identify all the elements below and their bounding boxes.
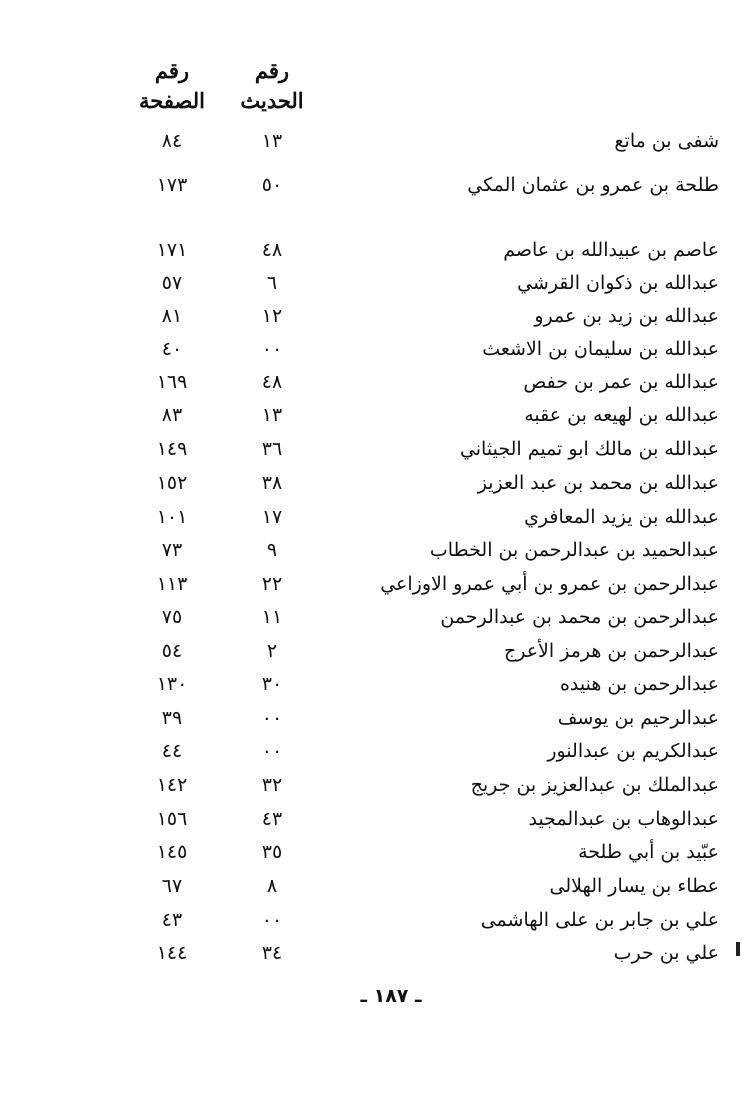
index-row [0, 835, 743, 869]
hadith-number: ٨ [266, 875, 278, 897]
narrator-name: عبدالله بن زيد بن عمرو [534, 305, 719, 327]
index-row [0, 398, 743, 432]
hadith-header-line2: الحديث [240, 88, 304, 113]
page-number: ٣٩ [161, 707, 183, 729]
narrator-name: عبدالله بن سليمان بن الاشعث [482, 338, 719, 360]
index-row [0, 667, 743, 701]
narrator-name: شفى بن ماتع [614, 130, 719, 152]
page-number: ٦٧ [161, 875, 183, 897]
page-number: ١٤٢ [156, 774, 188, 796]
index-row [0, 802, 743, 836]
index-row [0, 432, 743, 466]
narrator-name: علي بن جابر بن على الهاشمى [480, 909, 719, 931]
page-number: ١٧١ [156, 239, 188, 261]
index-row [0, 266, 743, 300]
narrator-name: عبدالحميد بن عبدالرحمن بن الخطاب [429, 539, 719, 561]
index-row [0, 903, 743, 937]
narrator-name: عبدالله بن ذكوان القرشي [517, 272, 719, 294]
page-number: ١٠١ [156, 506, 188, 528]
hadith-number: ١٢ [261, 305, 283, 327]
index-row [0, 533, 743, 567]
page-number: ٥٤ [161, 640, 183, 662]
narrator-name: عبّيد بن أبي طلحة [578, 841, 719, 863]
index-row [0, 701, 743, 735]
narrator-name: عبدالرحمن بن عمرو بن أبي عمرو الاوزاعي [380, 573, 719, 595]
narrator-name: عبدالله بن مالك ابو تميم الجيثاني [459, 438, 719, 460]
hadith-number: ٣٥ [261, 841, 283, 863]
index-row [0, 869, 743, 903]
hadith-number: ٦ [266, 272, 278, 294]
index-row [0, 734, 743, 768]
index-row [0, 233, 743, 267]
narrator-name: عبدالرحمن بن محمد بن عبدالرحمن [440, 606, 719, 628]
narrator-name: طلحة بن عمرو بن عثمان المكي [467, 174, 719, 196]
hadith-number-column-header [222, 56, 322, 116]
index-row [0, 365, 743, 399]
page-number: ١٤٤ [156, 942, 188, 964]
index-row [0, 500, 743, 534]
index-row [0, 567, 743, 601]
hadith-number: ٢ [266, 640, 278, 662]
page-number: ٨١ [161, 305, 183, 327]
hadith-number: ٣٨ [261, 472, 283, 494]
index-row [0, 299, 743, 333]
index-row [0, 332, 743, 366]
hadith-number: ٣٦ [261, 438, 283, 460]
hadith-number: ٤٨ [261, 239, 283, 261]
index-row [0, 466, 743, 500]
margin-mark [736, 942, 740, 956]
page-number: ٤٤ [161, 740, 183, 762]
page-number: ٧٥ [161, 606, 183, 628]
hadith-number: ١٣ [261, 404, 283, 426]
page-number: ٨٤ [161, 130, 183, 152]
page-number: ٤٣ [161, 909, 183, 931]
narrator-name: عبدالرحيم بن يوسف [557, 707, 719, 729]
index-row [0, 634, 743, 668]
hadith-number: ٢٢ [261, 573, 283, 595]
page-number: ٤٠ [161, 338, 183, 360]
hadith-number: ١١ [261, 606, 283, 628]
page-number: ١٤٥ [156, 841, 188, 863]
page-header-line2: الصفحة [139, 88, 205, 113]
page-number: ١٧٣ [156, 174, 188, 196]
narrator-name: عبدالرحمن بن هرمز الأعرج [503, 640, 719, 662]
hadith-number: ٩ [266, 539, 278, 561]
narrator-name: عبدالله بن محمد بن عبد العزيز [477, 472, 719, 494]
narrator-name: علي بن حرب [613, 942, 719, 964]
hadith-number: ٣٤ [261, 942, 283, 964]
hadith-number: ٣٠ [261, 673, 283, 695]
hadith-number: ٠٠ [261, 909, 283, 931]
narrator-name: عبدالله بن يزيد المعافري [524, 506, 719, 528]
index-row [0, 168, 743, 202]
hadith-number: ٠٠ [261, 707, 283, 729]
hadith-number: ٥٠ [261, 174, 283, 196]
narrator-name: عبدالرحمن بن هنيده [559, 673, 719, 695]
narrator-name: عبدالكريم بن عبدالنور [547, 740, 719, 762]
narrator-name: عطاء بن يسار الهلالى [549, 875, 719, 897]
hadith-number: ٠٠ [261, 338, 283, 360]
index-row [0, 600, 743, 634]
hadith-number: ٠٠ [261, 740, 283, 762]
hadith-number: ٤٨ [261, 371, 283, 393]
page-number: ١٣٠ [156, 673, 188, 695]
hadith-number: ٤٣ [261, 808, 283, 830]
index-row [0, 936, 743, 970]
index-row [0, 768, 743, 802]
page-number: ١٦٩ [156, 371, 188, 393]
narrator-name: عاصم بن عبيدالله بن عاصم [503, 239, 719, 261]
page-number: ٧٣ [161, 539, 183, 561]
page-number: ١٤٩ [156, 438, 188, 460]
hadith-number: ١٣ [261, 130, 283, 152]
page-number: ١٥٦ [156, 808, 188, 830]
page-header-line1: رقم [154, 58, 190, 83]
narrator-name: عبدالله بن عمر بن حفص [523, 371, 719, 393]
page-number: ٨٣ [161, 404, 183, 426]
page-number: ٥٧ [161, 272, 183, 294]
hadith-number: ٣٢ [261, 774, 283, 796]
index-row [0, 124, 743, 158]
narrator-name: عبدالوهاب بن عبدالمجيد [528, 808, 719, 830]
narrator-name: عبدالملك بن عبدالعزيز بن جريج [470, 774, 719, 796]
hadith-number: ١٧ [261, 506, 283, 528]
page-number: ١١٣ [156, 573, 188, 595]
hadith-header-line1: رقم [254, 58, 290, 83]
page-number-column-header [122, 56, 222, 116]
page-number: ١٥٢ [156, 472, 188, 494]
narrator-name: عبدالله بن لهيعه بن عقبه [524, 404, 719, 426]
page-number-footer: ـ ١٨٧ ـ [360, 985, 422, 1007]
